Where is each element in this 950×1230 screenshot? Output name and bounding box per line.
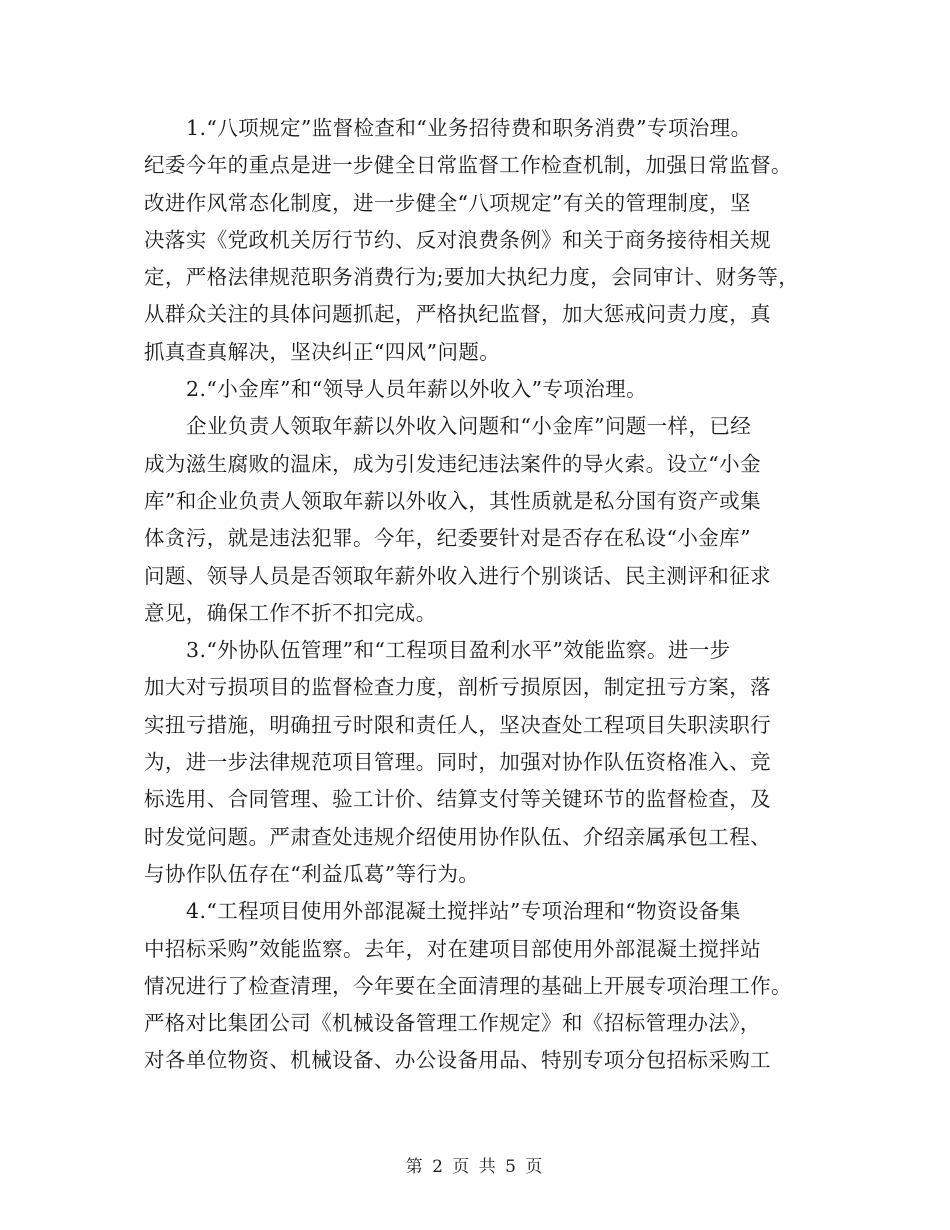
paragraph-line: 定，严格法律规范职务消费行为;要加大执纪力度，会同审计、财务等，: [144, 265, 800, 290]
paragraph-line: 从群众关注的具体问题抓起，严格执纪监督，加大惩戒问责力度，真: [144, 302, 771, 327]
paragraph-line: 改进作风常态化制度，进一步健全“八项规定”有关的管理制度，坚: [144, 190, 751, 215]
paragraph-line: 4.“工程项目使用外部混凝土搅拌站”专项治理和“物资设备集: [186, 899, 741, 924]
paragraph-line: 决落实《党政机关厉行节约、反对浪费条例》和关于商务接待相关规: [144, 227, 771, 252]
paragraph-line: 严格对比集团公司《机械设备管理工作规定》和《招标管理办法》，: [144, 1011, 761, 1036]
paragraph-line: 实扭亏措施，明确扭亏时限和责任人，坚决查处工程项目失职渎职行: [144, 712, 771, 737]
paragraph-line: 3.“外协队伍管理”和“工程项目盈利水平”效能监察。进一步: [186, 638, 731, 663]
paragraph-line: 与协作队伍存在“利益瓜葛”等行为。: [144, 861, 480, 886]
paragraph-1: [144, 110, 824, 371]
paragraph-4: [144, 632, 824, 893]
paragraph-line: 成为滋生腐败的温床，成为引发违纪违法案件的导火索。设立“小金: [144, 451, 761, 476]
paragraph-line: 加大对亏损项目的监督检查力度，剖析亏损原因，制定扭亏方案，落: [144, 675, 771, 700]
paragraph-3: [144, 408, 824, 632]
paragraph-line: 情况进行了检查清理，今年要在全面清理的基础上开展专项治理工作。: [144, 973, 792, 998]
paragraph-line: 企业负责人领取年薪以外收入问题和“小金库”问题一样，已经: [186, 414, 752, 439]
paragraph-line: 为，进一步法律规范项目管理。同时，加强对协作队伍资格准入、竞: [144, 750, 771, 775]
paragraph-line: 中招标采购”效能监察。去年，对在建项目部使用外部混凝土搅拌站: [144, 936, 761, 961]
paragraph-line: 问题、领导人员是否领取年薪外收入进行个别谈话、民主测评和征求: [144, 563, 771, 588]
page-footer: [0, 1152, 950, 1177]
paragraph-line: 1.“八项规定”监督检查和“业务招待费和职务消费”专项治理。: [186, 116, 752, 140]
paragraph-line: 抓真查真解决，坚决纠正“四风”问题。: [144, 339, 501, 364]
paragraph-line: 对各单位物资、机械设备、办公设备用品、特别专项分包招标采购工: [144, 1048, 771, 1073]
page-number-label: 第 2 页 共 5 页: [405, 1157, 545, 1177]
paragraph-line: 意见，确保工作不折不扣完成。: [144, 600, 437, 625]
paragraph-line: 库”和企业负责人领取年薪以外收入，其性质就是私分国有资产或集: [144, 488, 761, 513]
paragraph-line: 时发觉问题。严肃查处违规介绍使用协作队伍、介绍亲属承包工程、: [144, 824, 771, 849]
paragraph-line: 标选用、合同管理、验工计价、结算支付等关键环节的监督检查，及: [144, 787, 771, 812]
paragraph-line: 纪委今年的重点是进一步健全日常监督工作检查机制，加强日常监督。: [144, 153, 792, 178]
paragraph-line: 2.“小金库”和“领导人员年薪以外收入”专项治理。: [186, 377, 647, 402]
paragraph-2: [144, 371, 824, 408]
paragraph-line: 体贪污，就是违法犯罪。今年，纪委要针对是否存在私设“小金库”: [144, 526, 751, 551]
paragraph-5: [144, 893, 824, 1079]
document-body: [144, 110, 824, 1080]
